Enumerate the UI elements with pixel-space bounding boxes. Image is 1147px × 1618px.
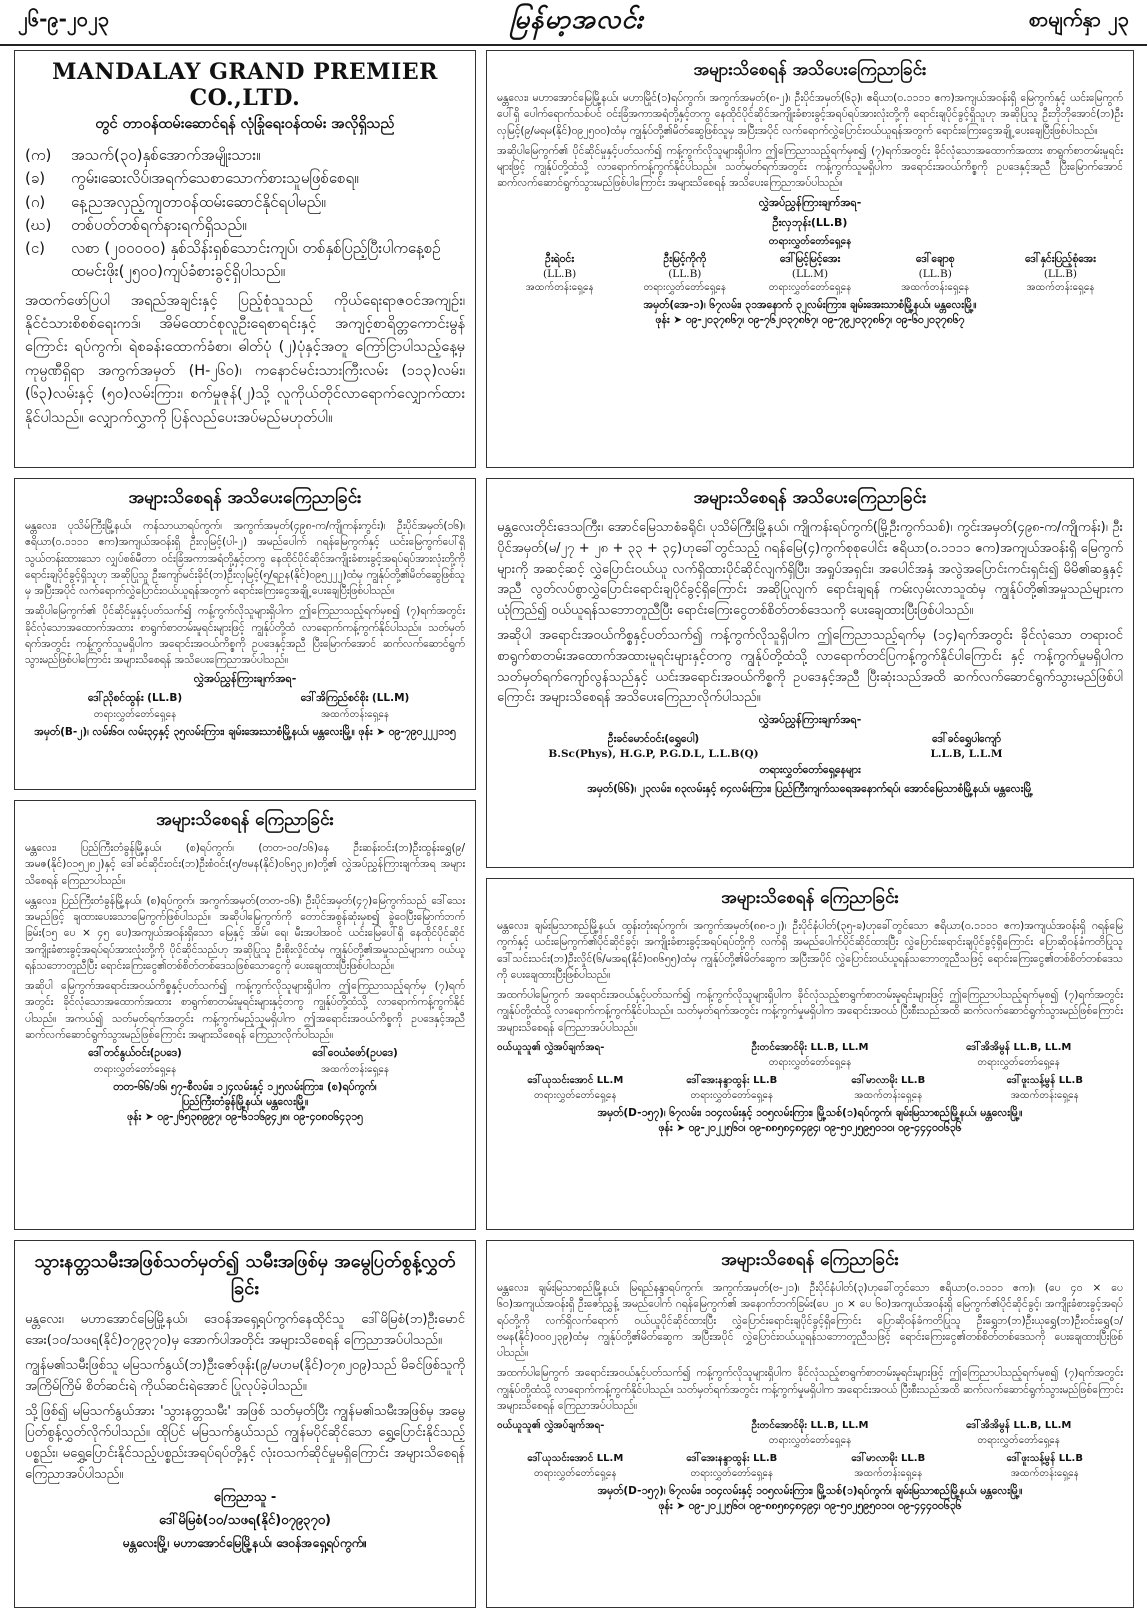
lawyer-block: [245, 1047, 465, 1077]
signer-address: မန္တလေးမြို့၊ မဟာအောင်မြေမြို့နယ်၊ ဒေဝန်အရှေ့ရပ်ကွက်။: [123, 1536, 367, 1551]
mandate-line: လွှဲအပ်ညွှန်ကြားချက်အရ-: [758, 195, 862, 209]
notice-paragraph: မန္တလေး၊ ပုသိမ်ကြီးမြို့နယ်၊ ကန်သာယာရပ်ကွက်၊ အကွက်အမှတ်(၄၉၈-က/ကျိုကန်းကွင်း)၊ ဦးပိုင်အမှတ်(၁၆)၊ ဧရိယာ(၀.၁၁၁၁ ဧက)အကျယ်အဝန်းရှိ ဦးလှမြင့်(ပါ-၂) အမည်ပေါက် ဂရန်မြေကွက်နှင့် ယင်းမြေကွက်ပေါ်ရှိ သွယ်တန်းထားသော လျှပ်စစ်မီတာ ဝင်းခြံအကာအရံတို့နှင့်တကွ နေထိုင်ပိုင်ဆိုင်အကျိုးခံစားခွင့်အရပ်ရပ်အားလုံးတို့ကို ရောင်းချပိုင်ခွင့်ရှိသူဟု အဆိုပြုသူ ဦးကျော်မင်းခိုင်(ဘ)ဦးလှမြင့်(၅/ရဥန(နိုင်)၀၉၅၂၂၂)ထံမှ ကျွန်ုပ်တို့၏မိတ်ဆွေဖြစ်သူမှ အပြီးအပိုင် လက်ရောက်လွှဲပြောင်းဝယ်ယူရန်အတွက် ရောင်းကြေးငွေအချို့ ပေးချေပြီးဖြစ်ပါသည်။: [25, 520, 465, 598]
lead-lawyer-role: တရားလွှတ်တော်ရှေ့နေ: [768, 235, 852, 247]
lawyer-row: [497, 253, 1123, 295]
lawyer-block: [706, 1040, 915, 1070]
office-address-line2: ပြည်ကြီးတံခွန်မြို့နယ်၊ မန္တလေးမြို့။: [181, 1096, 309, 1109]
lawyer-block: [914, 1040, 1123, 1070]
lawyer-qual: (LL.M): [791, 267, 829, 280]
lawyer-role: တရားလွှတ်တော်ရှေ့နေများ: [759, 764, 861, 777]
notice-paragraph: ကျွန်မ၏သမီးဖြစ်သူ မမြသက်နွယ်(ဘ)ဦးဇော်ဖုန်း(၉/မဟမ(နိုင်)၀၇၈၂၀၉)သည် မိခင်ဖြစ်သူကို အကြိမ်ကြိမ် စိတ်ဆင်းရဲ ကိုယ်ဆင်းရဲအောင် ပြုလုပ်ခဲ့ပါသည်။: [25, 1358, 465, 1395]
lawyer-role: အထက်တန်းရှေ့နေ: [1010, 1468, 1079, 1480]
page-number: စာမျက်နှာ ၂၃: [1028, 7, 1129, 31]
requirement-label: (ဃ): [25, 215, 52, 234]
lawyer-row: [497, 733, 1123, 760]
lawyer-name: ဒေါ်ခင်ရွှေပါကျော်: [932, 733, 1001, 746]
notice-e: [14, 800, 476, 1230]
notice-b: [486, 50, 1134, 468]
lawyer-name: ဒေါ်ယုသင်းအောင် LL.M: [527, 1074, 624, 1086]
notice-title: အများသိစေရန် ကြေညာခြင်း: [721, 888, 899, 908]
office-address: တတ-၆၆/၁၆၊ ၅၇-စီလမ်း၊ ၁၂၄လမ်းနှင့် ၁၂၅လမ်းကြား၊ (စ)ရပ်ကွက်၊: [113, 1081, 377, 1094]
signer-name: ဒေါ်မိမြစံ(၁၀/သဖရ(နိုင်)၀၇၉၃၇၀): [159, 1513, 331, 1529]
lawyer-name: ဒေါ်အေးနန္ဒာထွန်း LL.B: [686, 1453, 778, 1465]
lawyer-block: [967, 1451, 1124, 1481]
lawyer-role: တရားလွှတ်တော်ရှေ့နေ: [768, 281, 852, 293]
lawyer-role: တရားလွှတ်တော်ရှေ့နေ: [93, 709, 177, 721]
lawyer-block: [706, 1418, 915, 1448]
notice-paragraph: မန္တလေး၊ ချမ်းမြသာစည်မြို့နယ်၊ မြရည်နန္ဒာရပ်ကွက်၊ အကွက်အမှတ်(ဗ-၂၁)၊ ဦးပိုင်နံပါတ်(၃)ဟုခေါ်တွင်သော ဧရိယာ(၀.၁၁၁၁ ဧက)၊ (ပေ ၄၀ × ပေ ၆၀)အကျယ်အဝန်းရှိ ဦးဇော်ညွှန့် အမည်ပေါက် ဂရန်မြေကွက်၏ အနောက်ဘက်ခြမ်း(ပေ ၂၀ × ပေ ၆၀)အကျယ်အဝန်းရှိ မြေကွက်၏ပိုင်ဆိုင်ခွင့်၊ အကျိုးခံစားခွင့်အရပ်ရပ်တို့ကို လက်ရှိလက်ရောက် ဝယ်ယူပိုင်ဆိုင်ထားပြီး လွှဲပြောင်းရောင်းချပိုင်ခွင့်ရှိကြောင်း ပြောဆိုဝန်ခံကတိပြုသူ ဦးရွှေဘ(ဘ)ဦးယုရွှေ(ဘ)ဦးဝင်းရွှေ(၁/ဗမန(နိုင်)၀၀၀၂၃၉)ထံမှ ကျွန်ုပ်တို့၏မိတ်ဆွေက အပြီးအပိုင် လွှဲပြောင်းဝယ်ယူရန်သဘောတူညီသဖြင့် ရောင်းကြေးငွေ၏တစ်စိတ်တစ်ဒေသကို ပေးချေထားပြီးဖြစ်ပါသည်။: [497, 1282, 1123, 1360]
lawyer-block: [967, 1073, 1124, 1103]
lawyer-role: အထက်တန်းရှေ့နေ: [901, 281, 970, 293]
lawyer-block: [810, 1073, 967, 1103]
lawyer-block: [747, 253, 872, 295]
company-name: MANDALAY GRAND PREMIER CO.,LTD.: [52, 59, 438, 111]
notice-title: သွားနတ္တသမီးအဖြစ်သတ်မှတ်၍ သမီးအဖြစ်မှ အမွေပြတ်စွန့်လွှတ်ခြင်း: [34, 1251, 456, 1299]
lawyer-name: ဒေါ်ချောစု: [915, 252, 955, 265]
notice-paragraph: မန္တလေး၊ မဟာအောင်မြေမြို့နယ်၊ မဟာမြိုင်(၁)ရပ်ကွက်၊ အကွက်အမှတ်(၈-၂)၊ ဦးပိုင်အမှတ်(၆၃)၊ ဧရိယာ(၀.၁၁၁၁ ဧက)အကျယ်အဝန်းရှိ မြေကွက်နှင့် ယင်းမြေကွက်ပေါ်ရှိ ပေါက်ရောက်သစ်ပင် ဝင်းခြံအကာအရံတို့နှင့်တကွ နေထိုင်ပိုင်ဆိုင်အကျိုးခံစားခွင့်အရပ်ရပ်အားလုံးတို့ကို ရောင်းချပိုင်ခွင့်ရှိသူဟု အဆိုပြုသူ ဦးဘိုဘိုအောင်(ဘ)ဦးလှမြင့်(၉/မရမ(နိုင်)၀၉၂၅၀၀)ထံမှ ကျွန်ုပ်တို့၏မိတ်ဆွေဖြစ်သူမှ အပြီးအပိုင် လက်ရောက်လွှဲပြောင်းဝယ်ယူရန်အတွက် ရောင်းကြေးငွေအချို့ ပေးချေပြီးဖြစ်ပါသည်။: [497, 92, 1123, 137]
notice-d: [486, 478, 1134, 868]
lawyer-block: [873, 253, 998, 295]
notice-title: အများသိစေရန် အသိပေးကြေညာခြင်း: [693, 60, 927, 80]
lawyer-block: [654, 1451, 811, 1481]
lawyer-row: [497, 1451, 1123, 1481]
office-address: အမှတ်(D-၁၅၇)၊ ၆၇လမ်း၊ ၁၀၄လမ်းနှင့် ၁၀၅လမ်းကြား၊ မြို့သစ်(၁)ရပ်ကွက်၊ ချမ်းမြသာစည်မြို့နယ်၊ မန္တလေးမြို့။: [597, 1485, 1023, 1498]
lawyer-role: တရားလွှတ်တော်ရှေ့နေ: [643, 281, 727, 293]
lawyer-role: အထက်တန်းရှေ့နေ: [525, 281, 594, 293]
lawyer-name: ဦးရဲဝင်း: [545, 252, 575, 265]
lead-lawyer-name: ဦးလှဘုန်း(LL.B): [772, 215, 848, 229]
lawyer-role: တရားလွှတ်တော်ရှေ့နေ: [768, 1056, 852, 1068]
lawyer-qual: B.Sc(Phys), H.G.P, P.G.D.L, L.L.B(Q): [548, 748, 759, 761]
lawyer-block: [245, 692, 465, 722]
lawyer-name: ဦးမြင့်ကိုကို: [663, 252, 707, 265]
notice-paragraph: မန္တလေး၊ ချမ်းမြသာစည်မြို့နယ်၊ ထွန်းတုံးရပ်ကွက်၊ အကွက်အမှတ်(၈၈-၁၂)၊ ဦးပိုင်နံပါတ်(၃၅-ခ)ဟုခေါ်တွင်သော ဧရိယာ(၀.၁၁၁၁ ဧက)အကျယ်အဝန်းရှိ ဂရန်မြေကွက်နှင့် ယင်းမြေကွက်၏ပိုင်ဆိုင်ခွင့်၊ အကျိုးခံစားခွင့်အရပ်ရပ်တို့ကို လက်ရှိ အမည်ပေါက်ပိုင်ဆိုင်ထားပြီး လွှဲပြောင်းရောင်းချပိုင်ခွင့်ရှိကြောင်း ပြောဆိုဝန်ခံကတိပြုသူ ဒေါ်သင်းသင်း(ဘ)ဦးလှိုင်(၆/မအရ(နိုင်)၀၈၆၅၅)ထံမှ ကျွန်ုပ်တို့၏မိတ်ဆွေက အပြီးအပိုင် လွှဲပြောင်းဝယ်ယူရန်သဘောတူညီသဖြင့် ရောင်းကြေးငွေ၏တစ်စိတ်တစ်ဒေသကို ပေးချေထားပြီးဖြစ်ပါသည်။: [497, 920, 1123, 981]
lawyer-name: ဒေါ်ညိုစင်ထွန်း (LL.B): [87, 692, 183, 705]
requirement-text: နေ့ညအလှည့်ကျတာဝန်ထမ်းဆောင်နိုင်ရပါမည်။: [71, 192, 326, 211]
notice-title: အများသိစေရန် ကြေညာခြင်း: [721, 1250, 899, 1270]
notice-g: [14, 1240, 476, 1608]
signer-heading: ကြေညာသူ -: [213, 1490, 277, 1506]
requirement-text: လစာ (၂၀၀၀၀၀) နှစ်သိန်းရှစ်သောင်းကျပ်၊ တစ်နှစ်ပြည့်ပြီးပါကနေ့စဉ်ထမင်းဖိုး(၂၅၀၀)ကျပ်ခံစားခွင့်ရှိပါသည်။: [71, 239, 441, 281]
lawyer-role: တရားလွှတ်တော်ရှေ့နေ: [768, 1435, 852, 1447]
lawyer-role: တရားလွှတ်တော်ရှေ့နေ: [93, 1064, 177, 1076]
requirement-item: [25, 167, 465, 190]
requirement-item: [25, 191, 465, 214]
notice-title: အများသိစေရန် အသိပေးကြေညာခြင်း: [693, 488, 927, 508]
lawyer-name: ဒေါ်အေးနန္ဒာထွန်း LL.B: [686, 1074, 778, 1086]
lawyer-block: [810, 733, 1123, 760]
lawyer-qual: (LL.B): [1043, 267, 1078, 280]
requirement-label: (ဂ): [25, 192, 46, 211]
lawyer-name: ဒေါ်ဖူးသန့်မွန် LL.B: [1006, 1453, 1083, 1465]
lawyer-block: [914, 1418, 1123, 1448]
lawyer-role: အထက်တန်းရှေ့နေ: [854, 1468, 923, 1480]
notice-paragraph: အဆိုပါမြေကွက်၏ ပိုင်ဆိုင်မှုနှင့်ပတ်သက်၍ ကန့်ကွက်လိုသူများရှိပါက ဤကြေညာသည့်ရက်မှစ၍ (၇)ရက်အတွင်း ခိုင်လုံသောအထောက်အထား စာရွက်စာတမ်းမူရင်းများဖြင့် ကျွန်ုပ်တို့ထံသို့ လာရောက်ကန့်ကွက်နိုင်ပါသည်။ သတ်မှတ်ရက်အတွင်း ကန့်ကွက်သူမရှိပါက အရောင်းအဝယ်ကိစ္စကို ဥပဒေနှင့်အညီ ပြီးမြောက်အောင် ဆက်လက်ဆောင်ရွက်သွားမည်ဖြစ်ပါကြောင်း အများသိစေရန် အသိပေးကြေညာအပ်ပါသည်။: [497, 144, 1123, 190]
lawyer-name: ဒေါ်နှင်းပြည့်စုံအေး: [1025, 252, 1096, 265]
lawyer-block: [25, 1047, 245, 1077]
lawyer-name: ဦးတင်အောင်မိုး LL.B, LL.M: [751, 1420, 869, 1432]
lawyer-block: [25, 692, 245, 722]
notice-paragraph: အဆိုပါ အရောင်းအဝယ်ကိစ္စနှင့်ပတ်သက်၍ ကန့်ကွက်လိုသူရှိပါက ဤကြေညာသည့်ရက်မှ (၁၄)ရက်အတွင်း ခိုင်လုံသော တရားဝင် စာရွက်စာတမ်းအထောက်အထားမူရင်းများနှင့်တကွ ကျွန်ုပ်တို့ထံသို့ လာရောက်တင်ပြကန့်ကွက်နိုင်ပါကြောင်း နှင့် ကန့်ကွက်မှုမရှိပါက သတ်မှတ်ရက်ကျော်လွန်သည်နှင့် ယင်းအရောင်းအဝယ်ကိစ္စကို ဥပဒေနှင့်အညီ ပြီးဆုံးသည်အထိ ဆက်လက်ဆောင်ရွက်သွားမည်ဖြစ်ပါကြောင်း အများသိစေရန် အသိပေးကြေညာလိုက်ပါသည်။: [497, 627, 1123, 706]
lawyer-role: တရားလွှတ်တော်ရှေ့နေ: [977, 1435, 1060, 1447]
lawyer-row: [497, 1418, 1123, 1448]
notice-paragraph: မန္တလေးတိုင်းဒေသကြီး၊ အောင်မြေသာစံခရိုင်၊ ပုသိမ်ကြီးမြို့နယ်၊ ကျိုကန်းရပ်ကွက်(မြို့ဦးကွက်သစ်)၊ ကွင်းအမှတ်(၄၉၈-က/ကျိုကန်း)၊ ဦးပိုင်အမှတ်(မ/၂၇ + ၂၈ + ၃၃ + ၃၄)ဟုခေါ်တွင်သည့် ဂရန်မြေ(၄)ကွက်စုစုပေါင်း ဧရိယာ(၀.၁၁၁၁ ဧက)အကျယ်အဝန်းရှိ မြေကွက်များကို အဆင့်ဆင့် လွှဲပြောင်းဝယ်ယူ လက်ရှိထားပိုင်ဆိုင်လျက်ရှိပြီး၊ အရှုပ်အရှင်း၊ အပေါင်အနှံ အလွဲအပြောင်းကင်းရှင်း၍ မိမိ၏ဆန္ဒနှင့်အညီ လွတ်လပ်စွာလွှဲပြောင်းရောင်းချပိုင်ခွင့်ရှိကြောင်း အဆိုပြုလျက် ရောင်းချရန် ကမ်းလှမ်းလာသူထံမှ ကျွန်ုပ်တို့၏အမှုသည်များက ယုံကြည်၍ ဝယ်ယူရန်သဘောတူညီပြီး ရောင်းကြေးငွေတစ်စိတ်တစ်ဒေသကို ပေးချေထားပြီးဖြစ်ပါသည်။: [497, 520, 1123, 619]
mandate-line: ဝယ်ယူသူ၏ လွှဲအပ်ချက်အရ-: [497, 1041, 605, 1053]
requirement-text: အသက်(၃၀)နှစ်အောက်အမျိုးသား။: [71, 146, 261, 164]
lawyer-block: [497, 1073, 654, 1103]
lawyer-name: ဒေါ်တင်နွယ်ဝင်း(ဥပဒေ): [88, 1047, 182, 1060]
lawyer-role: တရားလွှတ်တော်ရှေ့နေ: [690, 1089, 773, 1101]
notice-paragraph: မန္တလေး၊ ပြည်ကြီးတံခွန်မြို့နယ်၊ (စ)ရပ်ကွက်၊ အကွက်အမှတ်(တတ-၁၆)၊ ဦးပိုင်အမှတ်(၄၇)မြေကွက်သည် ဒေါ်သေး အမည်ဖြင့် ချထားပေးသောမြေကွက်ဖြစ်ပါသည်။ အဆိုပါမြေကွက်ကို တောင်အစွန်ဆုံးမှစ၍ ခွဲဝေပြီးမြောက်ဘက်ခြမ်း(၁၅ ပေ × ၄၅ ပေ)အကျယ်အဝန်းရှိသော မြေနှင့် အိမ်၊ ရေ၊ မီးအပါအဝင် ယင်းမြေပေါ်ရှိ နေထိုင်ပိုင်ဆိုင် အကျိုးခံစားခွင့်အရပ်ရပ်အားလုံးတို့ကို ပိုင်ဆိုင်သည်ဟု အဆိုပြုသူ ဦးစိုးလှိုင်ထံမှ ကျွန်ုပ်တို့၏အမှုသည်များက ဝယ်ယူရန်သဘောတူညီပြီး ရောင်းကြေးငွေ၏တစ်စိတ်တစ်ဒေသဖြစ်သောငွေကို ပေးချေထားပြီးဖြစ်ပါသည်။: [25, 894, 465, 972]
notice-paragraph: အဆိုပါ မြေကွက်အရောင်းအဝယ်ကိစ္စနှင့်ပတ်သက်၍ ကန့်ကွက်လိုသူများရှိပါက ဤကြေညာသည့်ရက်မှ (၇)ရက်အတွင်း ခိုင်လုံသောအထောက်အထား စာရွက်စာတမ်းမူရင်းများနှင့်တကွ ကျွန်ုပ်တို့ထံသို့ လာရောက်ကန့်ကွက်နိုင်ပါသည်။ အကယ်၍ သတ်မှတ်ရက်အတွင်း ကန့်ကွက်မည့်သူမရှိပါက ဤအရောင်းအဝယ်ကိစ္စကို ဥပဒေနှင့်အညီ ဆက်လက်ဆောင်ရွက်သွားမည်ဖြစ်ကြောင်း အများသိစေရန် ကြေညာလိုက်ပါသည်။: [25, 980, 465, 1041]
lawyer-role: တရားလွှတ်တော်ရှေ့နေ: [534, 1468, 617, 1480]
office-address: အမှတ်(B-၂)၊ လမ်း၆၀၊ လမ်း၃၄နှင့် ၃၅လမ်းကြား၊ ချမ်းအေးသာစံမြို့နယ်၊ မန္တလေးမြို့။ ဖုန်း ➤ ၀၉-၇၉၀၂၂၂၁၁၅: [34, 726, 456, 739]
office-address: အမှတ်(D-၁၅၇)၊ ၆၇လမ်း၊ ၁၀၄လမ်းနှင့် ၁၀၅လမ်းကြား၊ မြို့သစ်(၁)ရပ်ကွက်၊ ချမ်းမြသာစည်မြို့နယ်၊ မန္တလေးမြို့။: [597, 1106, 1023, 1119]
lawyer-role: တရားလွှတ်တော်ရှေ့နေ: [690, 1468, 773, 1480]
lawyer-name: ဒေါ်မာလာမိုး LL.B: [851, 1074, 926, 1086]
requirement-item: [25, 214, 465, 237]
lawyer-row: [497, 1040, 1123, 1070]
lawyer-name: ဦးခင်မောင်ဝင်း(ရွှေပေါ): [607, 733, 700, 746]
notice-title: အများသိစေရန် အသိပေးကြေညာခြင်း: [128, 488, 362, 508]
lawyer-role: အထက်တန်းရှေ့နေ: [320, 709, 390, 721]
requirement-label: (ခ): [25, 169, 46, 188]
lawyer-block: [497, 733, 810, 760]
lawyer-name: ဒေါ်မြင့်မြင့်အေး: [779, 252, 841, 265]
requirement-text: တစ်ပတ်တစ်ရက်နားရက်ရှိသည်။: [71, 215, 247, 234]
page-header: [0, 0, 1147, 46]
phone-numbers: ဖုန်း ➤ ၀၉-၂၀၃၇၈၆၇၊ ၀၉-၇၆၂၀၃၇၈၆၇၊ ၀၉-၇၉၂၀၃၇၈၆၇၊ ၀၉-၆၀၂၀၃၇၈၆၇: [655, 313, 965, 326]
mandate-line: လွှဲအပ်ညွှန်ကြားချက်အရ-: [758, 713, 862, 727]
masthead-logo: မြန်မာ့အလင်း: [510, 5, 644, 35]
requirement-item: [25, 237, 465, 284]
lawyer-block: [497, 1451, 654, 1481]
requirement-label: (င): [25, 239, 46, 257]
lawyer-block: [622, 253, 747, 295]
lawyer-row: [25, 692, 465, 722]
office-address: အမှတ်(၆၆)၊ ၂၃လမ်း၊ ၈၃လမ်းနှင့် ၈၄လမ်းကြား၊ ပြည်ကြီးကျက်သရေအနောက်ရပ်၊ အောင်မြေသာစံမြို့နယ်၊ မန္တလေးမြို့: [587, 783, 1033, 796]
lawyer-qual: (LL.B): [918, 267, 952, 280]
mandate-line: လွှဲအပ်ညွှန်ကြားချက်အရ-: [193, 672, 297, 686]
notice-paragraph: သို့ဖြစ်၍ မမြသက်နွယ်အား 'သွားနတ္တသမီး' အဖြစ် သတ်မှတ်ပြီး ကျွန်မ၏သမီးအဖြစ်မှ အမွေပြတ်စွန့်လွှတ်လိုက်ပါသည်။ ထိုပြင် မမြသက်နွယ်သည် ကျွန်မပိုင်ဆိုင်သော ရွှေ့ပြောင်းနိုင်သည့်ပစ္စည်း၊ မရွှေ့ပြောင်းနိုင်သည့်ပစ္စည်းအရပ်ရပ်တို့နှင့် လုံးဝသက်ဆိုင်မှုမရှိကြောင်း အများသိစေရန် ကြေညာအပ်ပါသည်။: [25, 1404, 465, 1483]
lawyer-name: ဒေါ်ဖူးသန့်မွန် LL.B: [1006, 1074, 1083, 1086]
notice-paragraph: မန္တလေး၊ ပြည်ကြီးတံခွန်မြို့နယ်၊ (စ)ရပ်ကွက်၊ (တတ-၁၀/၁၆)နေ ဦးဆန်းဝင်း(ဘ)ဦးထွန်းရွှေ(၉/အမဇ(နိုင်)၀၁၅၂၈၂)နှင့် ဒေါ်ခင်ဆိုင်းဝင်း(ဘ)ဦးစံဝင်း(၅/ဗမန(နိုင်)၀၆၅၃၂၈)တို့၏ လွှဲအပ်ညွှန်ကြားချက်အရ အများသိစေရန် ကြေညာပါသည်။: [25, 842, 465, 887]
lawyer-name: ဒေါ်ဝေယံဖော်(ဥပဒေ): [312, 1047, 398, 1060]
notice-paragraph: မန္တလေး၊ မဟာအောင်မြေမြို့နယ်၊ ဒေဝန်အရှေ့ရပ်ကွက်နေထိုင်သူ ဒေါ်မိမြစံ(ဘ)ဦးမောင်အေး(၁၀/သဖရ(နိုင်)၀၇၉၃၇၀)မှ အောက်ပါအတိုင်း အများသိစေရန် ကြေညာအပ်ပါသည်။: [25, 1312, 465, 1349]
lawyer-block: [654, 1073, 811, 1103]
lawyer-block: [810, 1451, 967, 1481]
notice-h: [486, 1240, 1134, 1608]
lawyer-role: တရားလွှတ်တော်ရှေ့နေ: [534, 1089, 617, 1101]
requirement-label: (က): [25, 146, 52, 164]
lawyer-role: အထက်တန်းရှေ့နေ: [1026, 281, 1095, 293]
requirement-item: [25, 144, 465, 167]
office-address: အမှတ်(အေ-၁)၊ ၆၇လမ်း၊ ၃၁အနောက် ၃၂လမ်းကြား၊ ချမ်းအေးသာစံမြို့နယ်၊ မန္တလေးမြို့။: [643, 298, 977, 311]
lawyer-role: အထက်တန်းရှေ့နေ: [320, 1064, 390, 1076]
lawyer-row: [25, 1047, 465, 1077]
notice-paragraph: အဆိုပါမြေကွက်၏ ပိုင်ဆိုင်မှုနှင့်ပတ်သက်၍ ကန့်ကွက်လိုသူများရှိပါက ဤကြေညာသည့်ရက်မှစ၍ (၇)ရက်အတွင်း ခိုင်လုံသောအထောက်အထား စာရွက်စာတမ်းမူရင်းများဖြင့် ကျွန်ုပ်တို့ထံ လာရောက်ကန့်ကွက်နိုင်ပါသည်။ သတ်မှတ်ရက်အတွင်း ကန့်ကွက်သူမရှိပါက အရောင်းအဝယ်ကိစ္စကို ဥပဒေနှင့်အညီ ပြီးမြောက်အောင် ဆက်လက်ဆောင်ရွက်သွားမည်ဖြစ်ပါကြောင်း အများသိစေရန် အသိပေးကြေညာအပ်ပါသည်။: [25, 605, 465, 667]
requirement-text: ကွမ်း၊ဆေးလိပ်၊အရက်သေစာသောက်စားသူမဖြစ်စေရ။: [71, 169, 359, 188]
lawyer-name: ဒေါ်အိကြည်စင်စိုး (LL.M): [300, 692, 410, 705]
lawyer-block: [998, 253, 1123, 295]
lawyer-block: [497, 253, 622, 295]
lawyer-name: ဒေါ်အိအိမွန် LL.B, LL.M: [965, 1420, 1072, 1432]
lawyer-name: ဒေါ်အိအိမွန် LL.B, LL.M: [965, 1041, 1072, 1053]
notice-paragraph: အထက်ပါမြေကွက် အရောင်းအဝယ်နှင့်ပတ်သက်၍ ကန့်ကွက်လိုသူများရှိပါက ခိုင်လုံသည့်စာရွက်စာတမ်းမူရင်းများဖြင့် ဤကြေညာပါသည့်ရက်မှစ၍ (၇)ရက်အတွင်း ကျွန်ုပ်တို့ထံသို့ လာရောက်ကန့်ကွက်နိုင်ပါသည်။ သတ်မှတ်ရက်အတွင်း ကန့်ကွက်မှုမရှိပါက အရောင်းအဝယ် ပြီးစီးသည်အထိ ဆက်လက်ဆောင်ရွက်သွားမည်ဖြစ်ကြောင်း အများသိစေရန် ကြေညာအပ်ပါသည်။: [497, 1367, 1123, 1412]
job-ad: [14, 50, 476, 468]
phone-numbers: ဖုန်း ➤ ၀၉-၂၀၂၂၅၆၀၊ ၀၉-၈၈၅၈၄၈၄၉၄၊ ၀၉-၅၀၂၅၉၅၀၁၀၊ ၀၉-၄၄၄၀၀၆၃၆: [658, 1121, 962, 1134]
lawyer-name: ဒေါ်ယုသင်းအောင် LL.M: [527, 1453, 624, 1465]
lawyer-name: ဦးတင်အောင်မိုး LL.B, LL.M: [751, 1041, 869, 1053]
lawyer-role: အထက်တန်းရှေ့နေ: [854, 1089, 923, 1101]
phone-numbers: ဖုန်း ➤ ၀၉-၂၆၅၃၈၉၉၇၊ ၀၉-၆၁၁၆၉၄၂၈၊ ၀၉-၄၀၈၀၆၄၃၁၅: [127, 1111, 363, 1124]
lawyer-qual: L.L.B, L.L.M: [930, 748, 1003, 761]
lawyer-role: တရားလွှတ်တော်ရှေ့နေ: [977, 1056, 1060, 1068]
notice-f: [486, 878, 1134, 1230]
lawyer-qual: (LL.B): [543, 267, 577, 280]
notice-c: [14, 478, 476, 790]
mandate-line: ဝယ်ယူသူ၏ လွှဲအပ်ချက်အရ-: [497, 1420, 605, 1432]
lawyer-qual: (LL.B): [668, 267, 702, 280]
lawyer-name: ဒေါ်မာလာမိုး LL.B: [851, 1453, 926, 1465]
notice-title: အများသိစေရန် ကြေညာခြင်း: [156, 810, 334, 830]
ad-subtitle: တွင် တာဝန်ထမ်းဆောင်ရန် လုံခြုံရေးဝန်ထမ်း အလိုရှိသည်: [95, 116, 395, 132]
phone-numbers: ဖုန်း ➤ ၀၉-၂၀၂၂၅၆၀၊ ၀၉-၈၈၅၈၄၈၄၉၄၊ ၀၉-၅၀၂၅၉၅၀၁၀၊ ၀၉-၄၄၄၀၀၆၃၆: [658, 1500, 962, 1513]
lawyer-row: [497, 1073, 1123, 1103]
lawyer-role: အထက်တန်းရှေ့နေ: [1010, 1089, 1079, 1101]
ad-body: အထက်ဖော်ပြပါ အရည်အချင်းနှင့် ပြည့်စုံသူသည် ကိုယ်ရေးရာဇဝင်အကျဉ်း၊ နိုင်ငံသားစိစစ်ရေးကဒ်၊ အိမ်ထောင်စုလူဦးရေစာရင်းနှင့် အကျင့်စာရိတ္တကောင်းမွန်ကြောင်း ရပ်ကွက်၊ ရဲစခန်းထောက်ခံစာ၊ ဓါတ်ပုံ (၂)ပုံနှင့်အတူ ကြော်ငြာပါသည့်နေ့မှ ကုမ္ပဏီရှိရာ အကွက်အမှတ် (H-၂၆၀)၊ ကနောင်မင်းသားကြီးလမ်း (၁၁၃)လမ်း၊ (၆၃)လမ်းနှင့် (၅၀)လမ်းကြား၊ စက်မှုဇုန်(၂)သို့ လူကိုယ်တိုင်လာရောက်လျှောက်ထားနိုင်ပါသည်။ လျှောက်လွှာကို ပြန်လည်ပေးအပ်မည်မဟုတ်ပါ။: [25, 292, 465, 426]
notice-paragraph: အထက်ပါမြေကွက် အရောင်းအဝယ်နှင့်ပတ်သက်၍ ကန့်ကွက်လိုသူများရှိပါက ခိုင်လုံသည့်စာရွက်စာတမ်းမူရင်းများဖြင့် ဤကြေညာပါသည့်ရက်မှစ၍ (၇)ရက်အတွင်း ကျွန်ုပ်တို့ထံသို့ လာရောက်ကန့်ကွက်နိုင်ပါသည်။ သတ်မှတ်ရက်အတွင်း ကန့်ကွက်မှုမရှိပါက အရောင်းအဝယ် ပြီးစီးသည်အထိ ဆက်လက်ဆောင်ရွက်သွားမည်ဖြစ်ကြောင်း အများသိစေရန် ကြေညာအပ်ပါသည်။: [497, 989, 1123, 1034]
issue-date: ၂၆-၉-၂၀၂၃: [18, 7, 110, 31]
